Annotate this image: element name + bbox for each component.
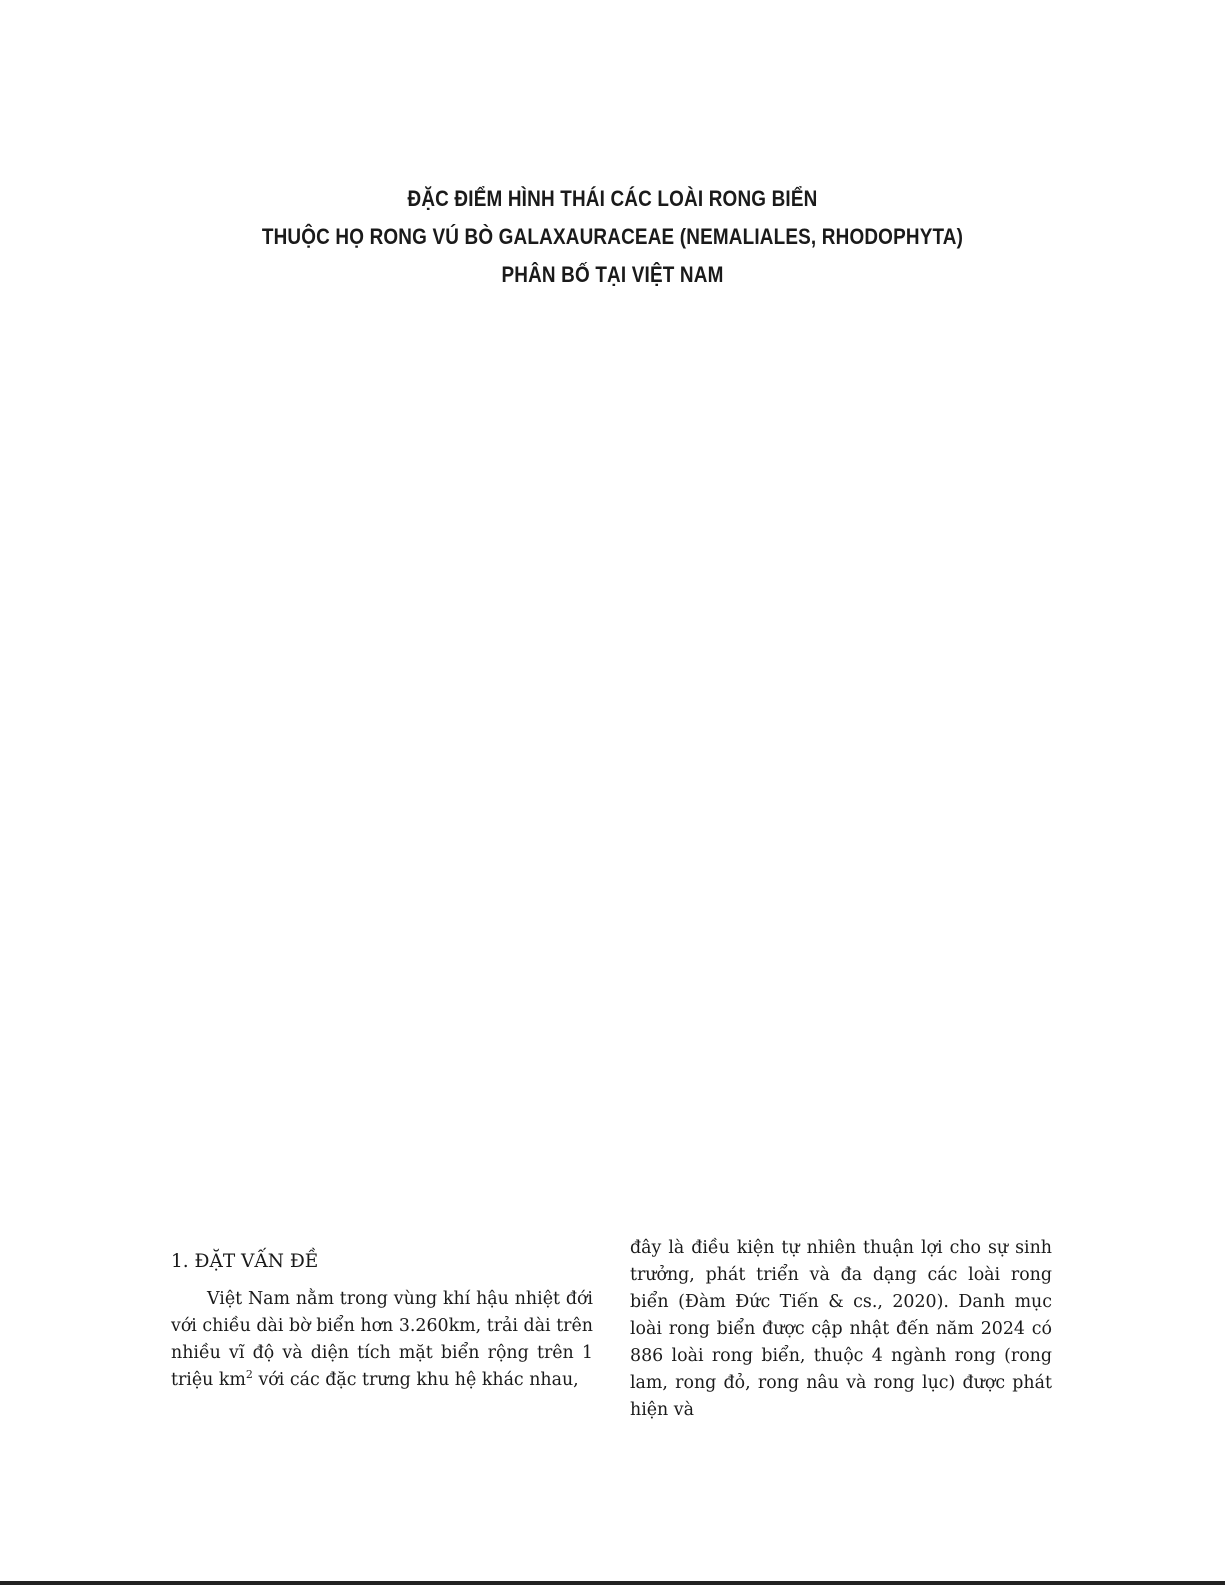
intro-paragraph (171, 1286, 593, 1394)
left-column (171, 1248, 593, 1394)
intro-text-part-1: Việt Nam nằm trong vùng khí hậu nhiệt đới với chiều dài bờ biển hơn 3.260km, trải dài trên nhiều vĩ độ và diện tích mặt biển rộng trên 1 triệu km (171, 1289, 593, 1390)
bottom-divider (0, 1581, 1225, 1585)
superscript-2: 2 (245, 1368, 253, 1382)
title-line-1: ĐẶC ĐIỂM HÌNH THÁI CÁC LOÀI RONG BIỂN (407, 186, 818, 211)
section-heading: 1. ĐẶT VẤN ĐỀ (171, 1251, 319, 1272)
intro-paragraph-continued: đây là điều kiện tự nhiên thuận lợi cho sự sinh trưởng, phát triển và đa dạng các loài rong biển (Đàm Đức Tiến & cs., 2020). Danh mục loài rong biển được cập nhật đến năm 2024 có 886 loài rong biển, thuộc 4 ngành rong (rong lam, rong đỏ, rong nâu và rong lục) được phát hiện và (630, 1238, 1052, 1420)
title-line-2: THUỘC HỌ RONG VÚ BÒ GALAXAURACEAE (NEMALIALES, RHODOPHYTA) (261, 224, 964, 249)
title-line-3: PHÂN BỐ TẠI VIỆT NAM (501, 262, 724, 287)
paper-title (86, 180, 1140, 294)
right-column (630, 1235, 1052, 1424)
intro-text-part-2: với các đặc trưng khu hệ khác nhau, (252, 1370, 579, 1390)
